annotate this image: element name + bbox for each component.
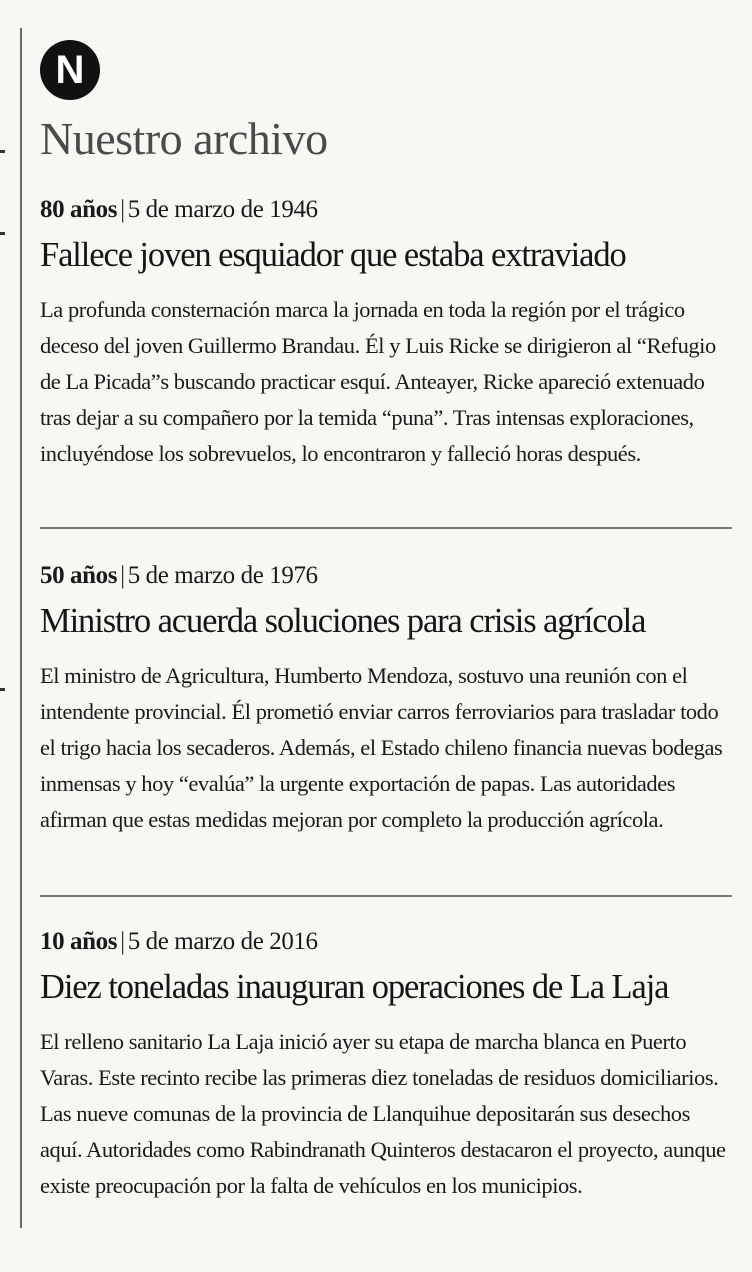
article-body: El ministro de Agricultura, Humberto Mendoza, sostuvo una reunión con el intendente provincial. Él prometió enviar carros ferroviarios para trasladar todo el trigo hacia los secaderos. Además, el Estado chileno financia nuevas bodegas inmensas y hoy “evalúa” la urgente exportación de papas. Las autoridades afirman que estas medidas mejoran por completo la producción agrícola. (40, 663, 723, 832)
article-meta (40, 196, 730, 224)
section-title: Nuestro archivo (40, 113, 328, 164)
years-ago: 50 años (40, 562, 118, 589)
article-divider (40, 527, 732, 529)
years-ago: 80 años (40, 196, 118, 223)
meta-separator: | (120, 562, 125, 589)
article-meta (40, 562, 730, 590)
archive-article (40, 196, 730, 472)
article-date: 5 de marzo de 1976 (127, 562, 318, 589)
article-date: 5 de marzo de 1946 (127, 196, 318, 223)
article-headline: Fallece joven esquiador que estaba extraviado (40, 236, 626, 274)
meta-separator: | (120, 928, 125, 955)
article-date: 5 de marzo de 2016 (127, 928, 318, 955)
section-logo-icon: N (40, 40, 100, 100)
margin-tick (0, 688, 5, 691)
years-ago: 10 años (40, 928, 118, 955)
column-rule (20, 28, 22, 1228)
article-headline: Ministro acuerda soluciones para crisis agrícola (40, 602, 646, 640)
article-body: El relleno sanitario La Laja inició ayer su etapa de marcha blanca en Puerto Varas. Este recinto recibe las primeras diez toneladas de residuos domiciliarios. Las nueve comunas de la provincia de Llanquihue depositarán sus desechos aquí. Autoridades como Rabindranath Quinteros destacaron el proyecto, aunque existe preocupación por la falta de vehículos en los municipios. (40, 1029, 726, 1198)
meta-separator: | (120, 196, 125, 223)
margin-tick (0, 150, 5, 153)
archive-article (40, 928, 730, 1204)
article-body: La profunda consternación marca la jornada en toda la región por el trágico deceso del joven Guillermo Brandau. Él y Luis Ricke se dirigieron al “Refugio de La Picada”s buscando practicar esquí. Anteayer, Ricke apareció extenuado tras dejar a su compañero por la temida “puna”. Tras intensas exploraciones, incluyéndose los sobrevuelos, lo encontraron y falleció horas después. (40, 297, 716, 466)
margin-tick (0, 232, 5, 235)
article-meta (40, 928, 730, 956)
archive-article (40, 562, 730, 838)
article-headline: Diez toneladas inauguran operaciones de La Laja (40, 968, 669, 1006)
article-divider (40, 895, 732, 897)
